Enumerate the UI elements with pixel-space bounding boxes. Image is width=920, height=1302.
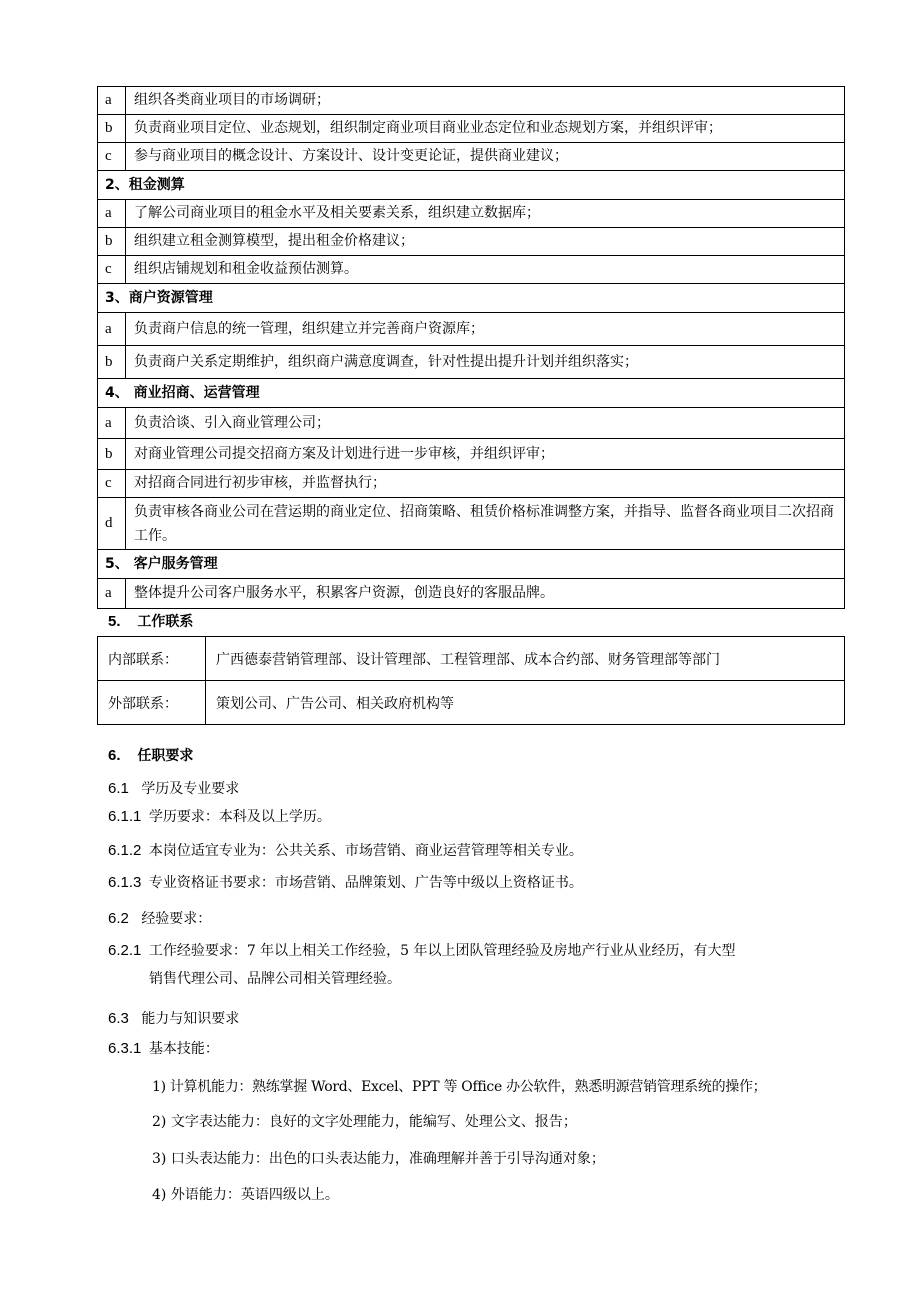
duty-row: [98, 256, 845, 284]
req-number: 6.1.1: [108, 808, 142, 825]
req-text: 经验要求：: [141, 911, 212, 927]
duty-key: a: [98, 200, 126, 228]
duty-key: c: [98, 143, 126, 171]
contact-row: [98, 681, 845, 725]
duty-row: [98, 313, 845, 346]
duty-group-title: 4、 商业招商、运营管理: [98, 379, 845, 408]
req-6-3-1: [108, 1038, 219, 1058]
duty-row: [98, 439, 845, 470]
duty-group-title: 2、租金测算: [98, 171, 845, 200]
section-6-heading: [108, 745, 193, 765]
req-text: 专业资格证书要求：市场营销、品牌策划、广告等中级以上资格证书。: [148, 875, 583, 891]
req-number: 6.1.3: [108, 874, 142, 891]
duty-group-header: [98, 550, 845, 579]
duty-text: 负责商业项目定位、业态规划，组织制定商业项目商业业态定位和业态规划方案，并组织评审；: [126, 115, 845, 143]
duty-text: 组织店铺规划和租金收益预估测算。: [126, 256, 845, 284]
duty-text: 负责商户信息的统一管理，组织建立并完善商户资源库；: [126, 313, 845, 346]
duty-row: [98, 115, 845, 143]
skill-item: 4) 外语能力：英语四级以上。: [152, 1187, 339, 1203]
req-text: 本岗位适宜专业为：公共关系、市场营销、商业运营管理等相关专业。: [148, 843, 583, 859]
req-text: 能力与知识要求: [141, 1011, 240, 1027]
req-number: 6.3.1: [108, 1040, 142, 1057]
req-number: 6.2.1: [108, 942, 142, 959]
req-6-2-1: [108, 940, 736, 960]
duty-text: 对招商合同进行初步审核，并监督执行；: [126, 470, 845, 498]
section-5-heading: [108, 611, 193, 631]
duty-key: b: [98, 228, 126, 256]
duty-row: [98, 408, 845, 439]
duty-row: [98, 579, 845, 609]
duty-group-header: [98, 379, 845, 408]
req-6-3: [108, 1008, 239, 1028]
req-number: 6.3: [108, 1010, 129, 1027]
duty-text: 对商业管理公司提交招商方案及计划进行进一步审核，并组织评审；: [126, 439, 845, 470]
skill-item: 2) 文字表达能力：良好的文字处理能力，能编写、处理公文、报告；: [152, 1114, 577, 1130]
contact-row: [98, 637, 845, 681]
duty-key: a: [98, 408, 126, 439]
duty-text: 整体提升公司客户服务水平，积累客户资源，创造良好的客服品牌。: [126, 579, 845, 609]
duty-text: 组织建立租金测算模型，提出租金价格建议；: [126, 228, 845, 256]
req-6-1: [108, 778, 239, 798]
duty-row: [98, 346, 845, 379]
duties-table: [97, 86, 845, 609]
req-6-1-1: [108, 806, 331, 826]
skill-item: 1) 计算机能力：熟练掌握 Word、Excel、PPT 等 Office 办公软件，熟悉明源营销管理系统的操作；: [152, 1079, 767, 1095]
duty-key: c: [98, 470, 126, 498]
duty-key: b: [98, 115, 126, 143]
duty-group-header: [98, 171, 845, 200]
duty-row: [98, 470, 845, 498]
duty-key: a: [98, 313, 126, 346]
req-6-2-1-cont: [149, 968, 401, 988]
duty-key: d: [98, 498, 126, 550]
req-text: 销售代理公司、品牌公司相关管理经验。: [149, 971, 401, 987]
req-6-1-2: [108, 840, 583, 860]
contact-value: 策划公司、广告公司、相关政府机构等: [206, 681, 845, 725]
duty-text: 参与商业项目的概念设计、方案设计、设计变更论证，提供商业建议；: [126, 143, 845, 171]
duty-text: 了解公司商业项目的租金水平及相关要素关系，组织建立数据库；: [126, 200, 845, 228]
duty-key: a: [98, 87, 126, 115]
duty-key: b: [98, 346, 126, 379]
req-6-2: [108, 908, 211, 928]
req-number: 6.1: [108, 780, 129, 797]
req-number: 6.2: [108, 910, 129, 927]
section-6-number: 6.: [108, 747, 121, 764]
req-text: 学历要求：本科及以上学历。: [148, 809, 331, 825]
req-6-1-3: [108, 872, 583, 892]
duty-text: 负责审核各商业公司在营运期的商业定位、招商策略、租赁价格标准调整方案，并指导、监督各商业项目二次招商工作。: [126, 498, 845, 550]
section-6-title: 任职要求: [137, 748, 194, 764]
req-text: 基本技能：: [148, 1041, 219, 1057]
duty-group-title: 3、商户资源管理: [98, 284, 845, 313]
duty-row: [98, 87, 845, 115]
contact-label: 内部联系：: [98, 637, 206, 681]
req-number: 6.1.2: [108, 842, 142, 859]
duty-text: 负责洽谈、引入商业管理公司；: [126, 408, 845, 439]
duty-row: [98, 228, 845, 256]
contact-value: 广西德泰营销管理部、设计管理部、工程管理部、成本合约部、财务管理部等部门: [206, 637, 845, 681]
duty-group-title: 5、 客户服务管理: [98, 550, 845, 579]
req-text: 工作经验要求：7 年以上相关工作经验，5 年以上团队管理经验及房地产行业从业经历，有大型: [148, 943, 736, 959]
duty-text: 负责商户关系定期维护，组织商户满意度调查，针对性提出提升计划并组织落实；: [126, 346, 845, 379]
duty-row: [98, 200, 845, 228]
duty-group-header: [98, 284, 845, 313]
contacts-table: [97, 636, 845, 725]
section-5-title: 工作联系: [137, 614, 194, 630]
section-5-number: 5.: [108, 613, 121, 630]
duty-key: b: [98, 439, 126, 470]
duty-key: c: [98, 256, 126, 284]
duty-row: [98, 143, 845, 171]
req-text: 学历及专业要求: [141, 781, 240, 797]
skill-item: 3) 口头表达能力：出色的口头表达能力，准确理解并善于引导沟通对象；: [152, 1151, 605, 1167]
duty-text: 组织各类商业项目的市场调研；: [126, 87, 845, 115]
contact-label: 外部联系：: [98, 681, 206, 725]
duty-row: [98, 498, 845, 550]
duty-key: a: [98, 579, 126, 609]
